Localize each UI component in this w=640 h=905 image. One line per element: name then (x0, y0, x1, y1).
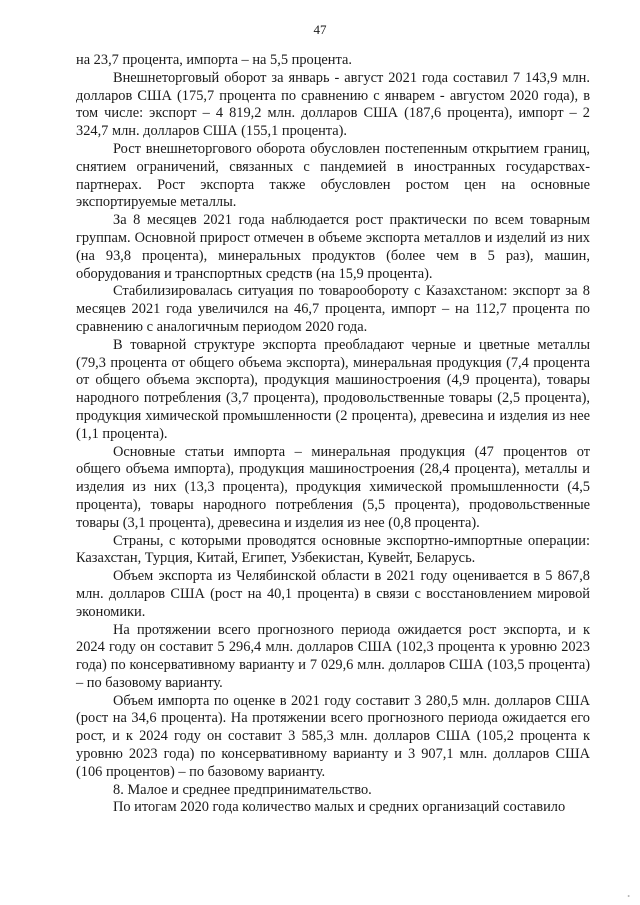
document-body (76, 52, 590, 817)
paragraph: Стабилизировалась ситуация по товарообороту с Казахстаном: экспорт за 8 месяцев 2021 года увеличился на 46,7 процента, импорт – на 112,7 процента по сравнению с аналогичным периодом 2020 года. (76, 283, 590, 335)
paragraph: Рост внешнеторгового оборота обусловлен постепенным открытием границ, снятием ограничений, связанных с пандемией в иностранных государствах-партнерах. Рост экспорта также обусловлен ростом цен на основные экспортируемые металлы. (76, 140, 590, 211)
section-heading: 8. Малое и среднее предпринимательство. (113, 781, 372, 798)
paragraph: На протяжении всего прогнозного периода ожидается рост экспорта, и к 2024 году он составит 5 296,4 млн. долларов США (102,3 процента к уровню 2023 года) по консервативному варианту и 7 029,6 млн. долларов США (103,5 процента) – по базовому варианту. (76, 621, 590, 691)
paragraph: Объем импорта по оценке в 2021 году составит 3 280,5 млн. долларов США (рост на 34,6 процента). На протяжении всего прогнозного периода ожидается его рост, и к 2024 году он составит 3 585,3 млн. долларов США (105,2 процента к уровню 2023 года) по консервативному варианту и 3 907,1 млн. долларов США (106 процентов) – по базовому варианту. (76, 692, 590, 780)
paragraph: Внешнеторговый оборот за январь - август 2021 года составил 7 143,9 млн. долларов США (175,7 процента по сравнению с январем - августом 2020 года), в том числе: экспорт – 4 819,2 млн. долларов США (187,6 процента), импорт – 2 324,7 млн. долларов США (155,1 процента). (76, 69, 590, 140)
scan-mark: • (627, 892, 630, 901)
paragraph: В товарной структуре экспорта преобладают черные и цветные металлы (79,3 процента от общего объема экспорта), минеральная продукция (7,4 процента от общего объема экспорта), продукция машиностроения (4,9 процента), товары народного потребления (3,7 процента), продовольственные товары (2,5 процента), продукция химической промышленности (2 процента), древесина и изделия из нее (1,1 процента). (76, 336, 590, 442)
paragraph: Страны, с которыми проводятся основные экспортно-импортные операции: Казахстан, Турция, Китай, Египет, Узбекистан, Кувейт, Беларусь. (76, 532, 590, 567)
paragraph: на 23,7 процента, импорта – на 5,5 процента. (76, 52, 352, 68)
paragraph: По итогам 2020 года количество малых и средних организаций составило (113, 799, 566, 816)
paragraph: За 8 месяцев 2021 года наблюдается рост практически по всем товарным группам. Основной прирост отмечен в объеме экспорта металлов и изделий из них (на 93,8 процента), минеральных продуктов (более чем в 5 раз), машин, оборудования и транспортных средств (на 15,9 процента). (76, 212, 590, 282)
paragraph: Основные статьи импорта – минеральная продукция (47 процентов от общего объема импорта), продукция машиностроения (28,4 процента), металлы и изделия из них (13,3 процента), продукция химической промышленности (4,5 процента), товары народного потребления (5,5 процента), продовольственные товары (3,1 процента), древесина и изделия из нее (0,8 процента). (76, 443, 590, 531)
page-number: 47 (313, 22, 327, 37)
paragraph: Объем экспорта из Челябинской области в 2021 году оценивается в 5 867,8 млн. долларов США (рост на 40,1 процента) в связи с восстановлением мировой экономики. (76, 568, 590, 620)
